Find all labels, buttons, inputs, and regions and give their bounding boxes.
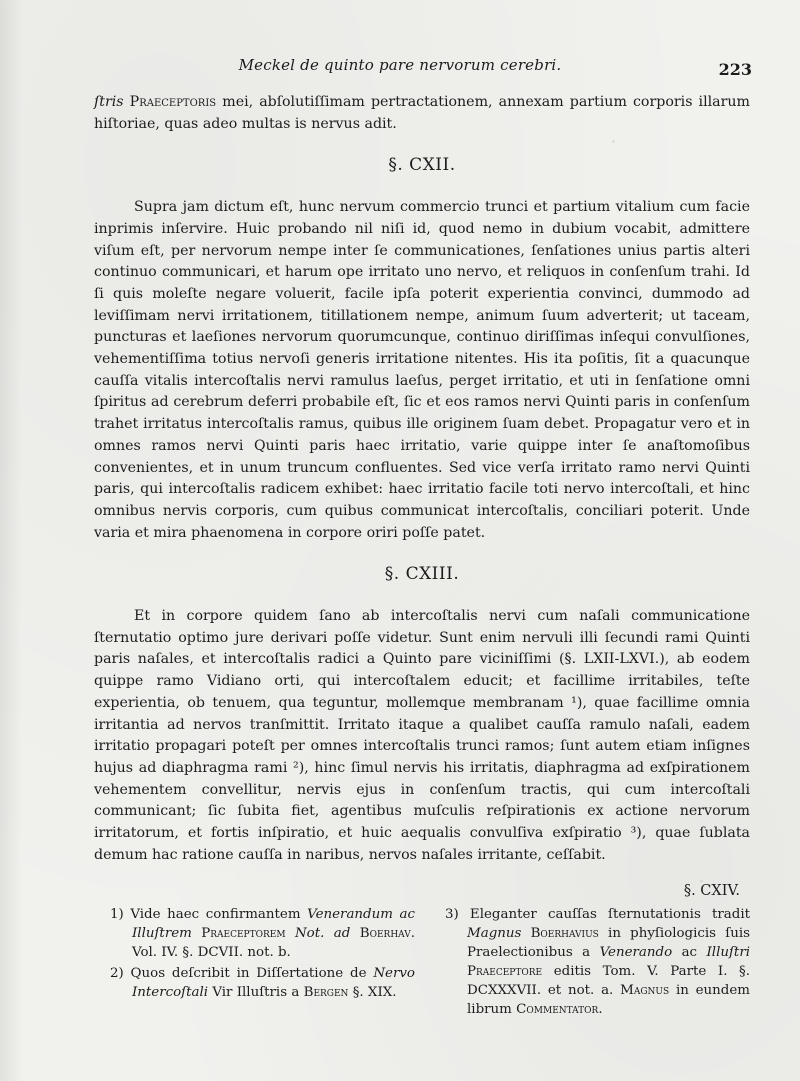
footnote-1-italic-2: Not. ad: [294, 926, 351, 941]
footnote-3-text-2: in phyſiologicis ſuis Praelectionibus a: [467, 926, 750, 960]
footnote-3-text: 3) Eleganter cauſſas ſternutationis tradit: [445, 907, 750, 922]
intro-paragraph: [94, 92, 750, 135]
footnote-2-italic: Nervo Intercoſtali: [132, 966, 415, 1000]
footnote-2-text-2: Vir Illuſtris a: [212, 985, 300, 1000]
footnote-2-text: 2) Quos deſcribit in Diſſertatione de: [110, 966, 367, 981]
footnote-3-italic-3: Illuſtri: [706, 945, 750, 960]
footnote-2-smallcaps: Bergen: [303, 985, 349, 1000]
main-text: [94, 92, 750, 902]
footnote-1-smallcaps-2: Boerhav.: [359, 926, 415, 941]
catchword: §. CXIV.: [683, 882, 740, 899]
section-cxiii-paragraph: Et in corpore quidem ſano ab intercoſtalis nervi cum naſali communicatione ſternutatio optimo jure derivari poſſe videtur. Sunt enim nervuli illi ſecundi rami Quinti paris naſales, et intercoſtalis radici a Quinto pare viciniſſimi (§. LXII-LXVI.), ab eodem quippe ramo Vidiano orti, qui intercoſtalem educit; et facillime irritabiles, teſte experientia, ob tenuem, qua teguntur, mollemque membranam ¹), quae facillime omnia irritantia ad nervos tranſmittit. Irritato itaque a qualibet cauſſa ramulo naſali, eadem irritatio propagari poteſt per omnes intercoſtalis trunci ramos; ſunt autem etiam inſignes hujus ad diaphragma rami ²), hinc ſimul nervis his irritatis, diaphragma ad exſpirationem vehementem convellitur, nervis ejus in conſenſum tractis, qui cum intercoſtali communicant; ſic ſubita fiet, agentibus muſculis reſpirationis ex actione nervorum irritatorum, et fortis inſpiratio, et huic aequalis convulſiva exſpiratio ³), quae ſublata demum hac ratione cauſſa in naribus, nervos naſales irritante, ceſſabit.: [94, 608, 750, 863]
footnote-1-text: 1) Vide haec confirmantem: [110, 907, 301, 922]
intro-italic: ſtris: [94, 94, 124, 110]
footnotes: [110, 905, 750, 1021]
paper-speck: [140, 640, 142, 642]
footnote-3-smallcaps: Boerhavius: [530, 926, 599, 941]
footnote-2: [110, 964, 415, 1002]
footnote-3-italic: Magnus: [467, 926, 522, 941]
footnote-3-smallcaps-4: Commentator.: [516, 1002, 603, 1017]
footnotes-right-column: [445, 905, 750, 1021]
footnotes-left-column: [110, 905, 415, 1021]
footnote-1-smallcaps: Praeceptorem: [201, 926, 286, 941]
page-number: 223: [718, 60, 752, 79]
footnote-3-italic-2: Venerando: [599, 945, 673, 960]
section-heading-cxii: §. CXII.: [388, 155, 456, 176]
footnote-1: [110, 905, 415, 962]
footnote-3: [445, 905, 750, 1019]
footnote-3-smallcaps-3: Magnus: [620, 983, 670, 998]
page-header: [0, 56, 800, 80]
intro-smallcaps: Praeceptoris: [129, 94, 217, 110]
paper-speck: [700, 880, 703, 882]
section-heading-cxiii: §. CXIII.: [384, 564, 460, 585]
footnote-2-ref: §. XIX.: [352, 985, 397, 1000]
footnote-3-ref: editis Tom. V. Parte I. §. DCXXXVII. et not. a.: [467, 964, 751, 998]
section-cxii-paragraph: Supra jam dictum eſt, hunc nervum commercio trunci et partium vitalium cum facie inprimis inſervire. Huic probando nil niſi id, quod nemo in dubium vocabit, admittere viſum eſt, per nervorum nempe inter ſe communicationes, ſenſationes unius partis alteri continuo communicari, et harum ope irritato uno nervo, et reliquos in conſenſum trahi. Id ſi quis moleſte negare voluerit, facile ipſa poterit experientia convinci, dummodo ad leviſſimam nervi irritationem, titillationem nempe, animum ſuum adverterit; ut taceam, puncturas et laeſiones nervorum quorumcunque, continuo diriſſimas inſequi convulſiones, vehementiſſima totius nervoſi generis irritatione nitentes. His ita poſitis, ſit a quacunque cauſſa vitalis intercoſtalis nervi ramulus laeſus, perget irritatio, et uti in ſenſatione omni ſpiritus ad cerebrum deferri probabile eſt, ſic et eos ramos nervi Quinti paris in conſenſum trahet irritatus intercoſtalis ramus, quibus ille originem ſuam debet. Propagatur vero et in omnes ramos nervi Quinti paris haec irritatio, varie quippe inter ſe anaſtomoſibus convenientes, et in unum truncum confluentes. Sed vice verſa irritato ramo nervi Quinti paris, qui intercoſtalis radicem exhibet: haec irritatio facile toti nervo intercoſtali, et hinc omnibus nervis corporis, cum quibus communicat intercoſtalis, conciliari poterit. Unde varia et mira phaenomena in corpore oriri poſſe patet.: [94, 199, 750, 541]
gutter-shadow: [0, 0, 22, 1081]
paper-speck: [612, 140, 615, 143]
running-title: Meckel de quinto pare nervorum cerebri.: [238, 56, 562, 74]
footnote-1-italic: Venerandum ac Illuſtrem: [132, 907, 415, 941]
footnote-3-text-4: in eundem librum: [467, 983, 750, 1017]
footnote-3-text-3: ac: [681, 945, 698, 960]
footnote-3-smallcaps-2: Praeceptore: [467, 964, 543, 979]
footnote-1-ref: Vol. IV. §. DCVII. not. b.: [132, 945, 291, 960]
intro-text: mei, abſolutiſſimam pertractationem, annexam partium corporis illarum hiſtoriae, quas adeo multas is nervus adit.: [94, 94, 751, 132]
